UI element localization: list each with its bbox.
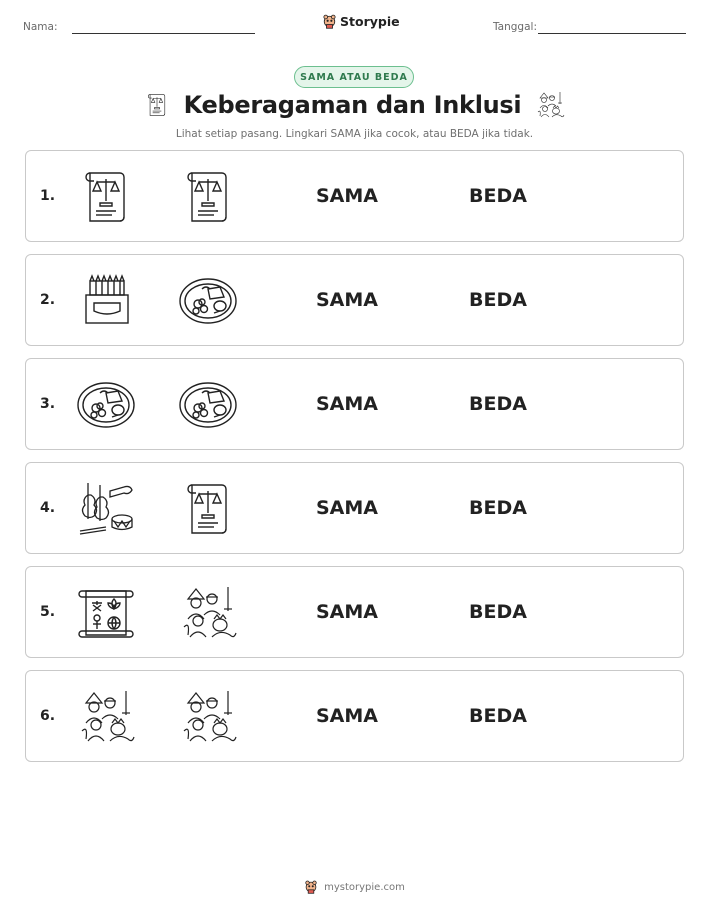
question-card — [25, 670, 684, 762]
date-label: Tanggal: — [493, 21, 537, 33]
option-beda[interactable]: BEDA — [469, 393, 527, 415]
question-number: 2. — [40, 292, 56, 308]
option-beda[interactable]: BEDA — [469, 185, 527, 207]
storypie-mascot-icon — [322, 14, 337, 29]
name-field[interactable] — [72, 33, 255, 34]
justice-scroll-icon — [178, 169, 238, 225]
option-beda[interactable]: BEDA — [469, 601, 527, 623]
question-card — [25, 462, 684, 554]
question-number: 4. — [40, 500, 56, 516]
storypie-mascot-icon — [304, 880, 318, 894]
diverse-people-group-icon — [535, 90, 565, 120]
musical-instruments-icon — [76, 481, 136, 537]
date-field[interactable] — [538, 33, 686, 34]
option-beda[interactable]: BEDA — [469, 497, 527, 519]
question-card — [25, 150, 684, 242]
option-beda[interactable]: BEDA — [469, 289, 527, 311]
question-card — [25, 254, 684, 346]
crayon-box-icon — [76, 273, 136, 329]
brand-logo — [322, 14, 400, 29]
food-plate-icon — [178, 377, 238, 433]
activity-badge: SAMA ATAU BEDA — [294, 66, 414, 88]
question-number: 5. — [40, 604, 56, 620]
instructions: Lihat setiap pasang. Lingkari SAMA jika cocok, atau BEDA jika tidak. — [175, 128, 534, 140]
option-sama[interactable]: SAMA — [316, 289, 379, 311]
diverse-people-group-icon — [178, 689, 238, 745]
question-card — [25, 358, 684, 450]
justice-scroll-icon — [178, 481, 238, 537]
page-title: Keberagaman dan Inklusi — [183, 91, 522, 119]
option-sama[interactable]: SAMA — [316, 393, 379, 415]
option-sama[interactable]: SAMA — [316, 497, 379, 519]
justice-scroll-icon — [76, 169, 136, 225]
world-religions-scroll-icon — [76, 585, 136, 641]
option-beda[interactable]: BEDA — [469, 705, 527, 727]
option-sama[interactable]: SAMA — [316, 601, 379, 623]
food-plate-icon — [76, 377, 136, 433]
question-number: 1. — [40, 188, 56, 204]
footer-website: mystorypie.com — [324, 881, 405, 893]
diverse-people-group-icon — [76, 689, 136, 745]
question-card — [25, 566, 684, 658]
brand-name: Storypie — [340, 14, 400, 29]
option-sama[interactable]: SAMA — [316, 185, 379, 207]
title-row — [0, 90, 709, 120]
name-label: Nama: — [23, 21, 58, 33]
footer — [0, 880, 709, 894]
justice-scroll-icon — [144, 91, 170, 119]
option-sama[interactable]: SAMA — [316, 705, 379, 727]
question-number: 3. — [40, 396, 56, 412]
diverse-people-group-icon — [178, 585, 238, 641]
question-number: 6. — [40, 708, 56, 724]
food-plate-icon — [178, 273, 238, 329]
